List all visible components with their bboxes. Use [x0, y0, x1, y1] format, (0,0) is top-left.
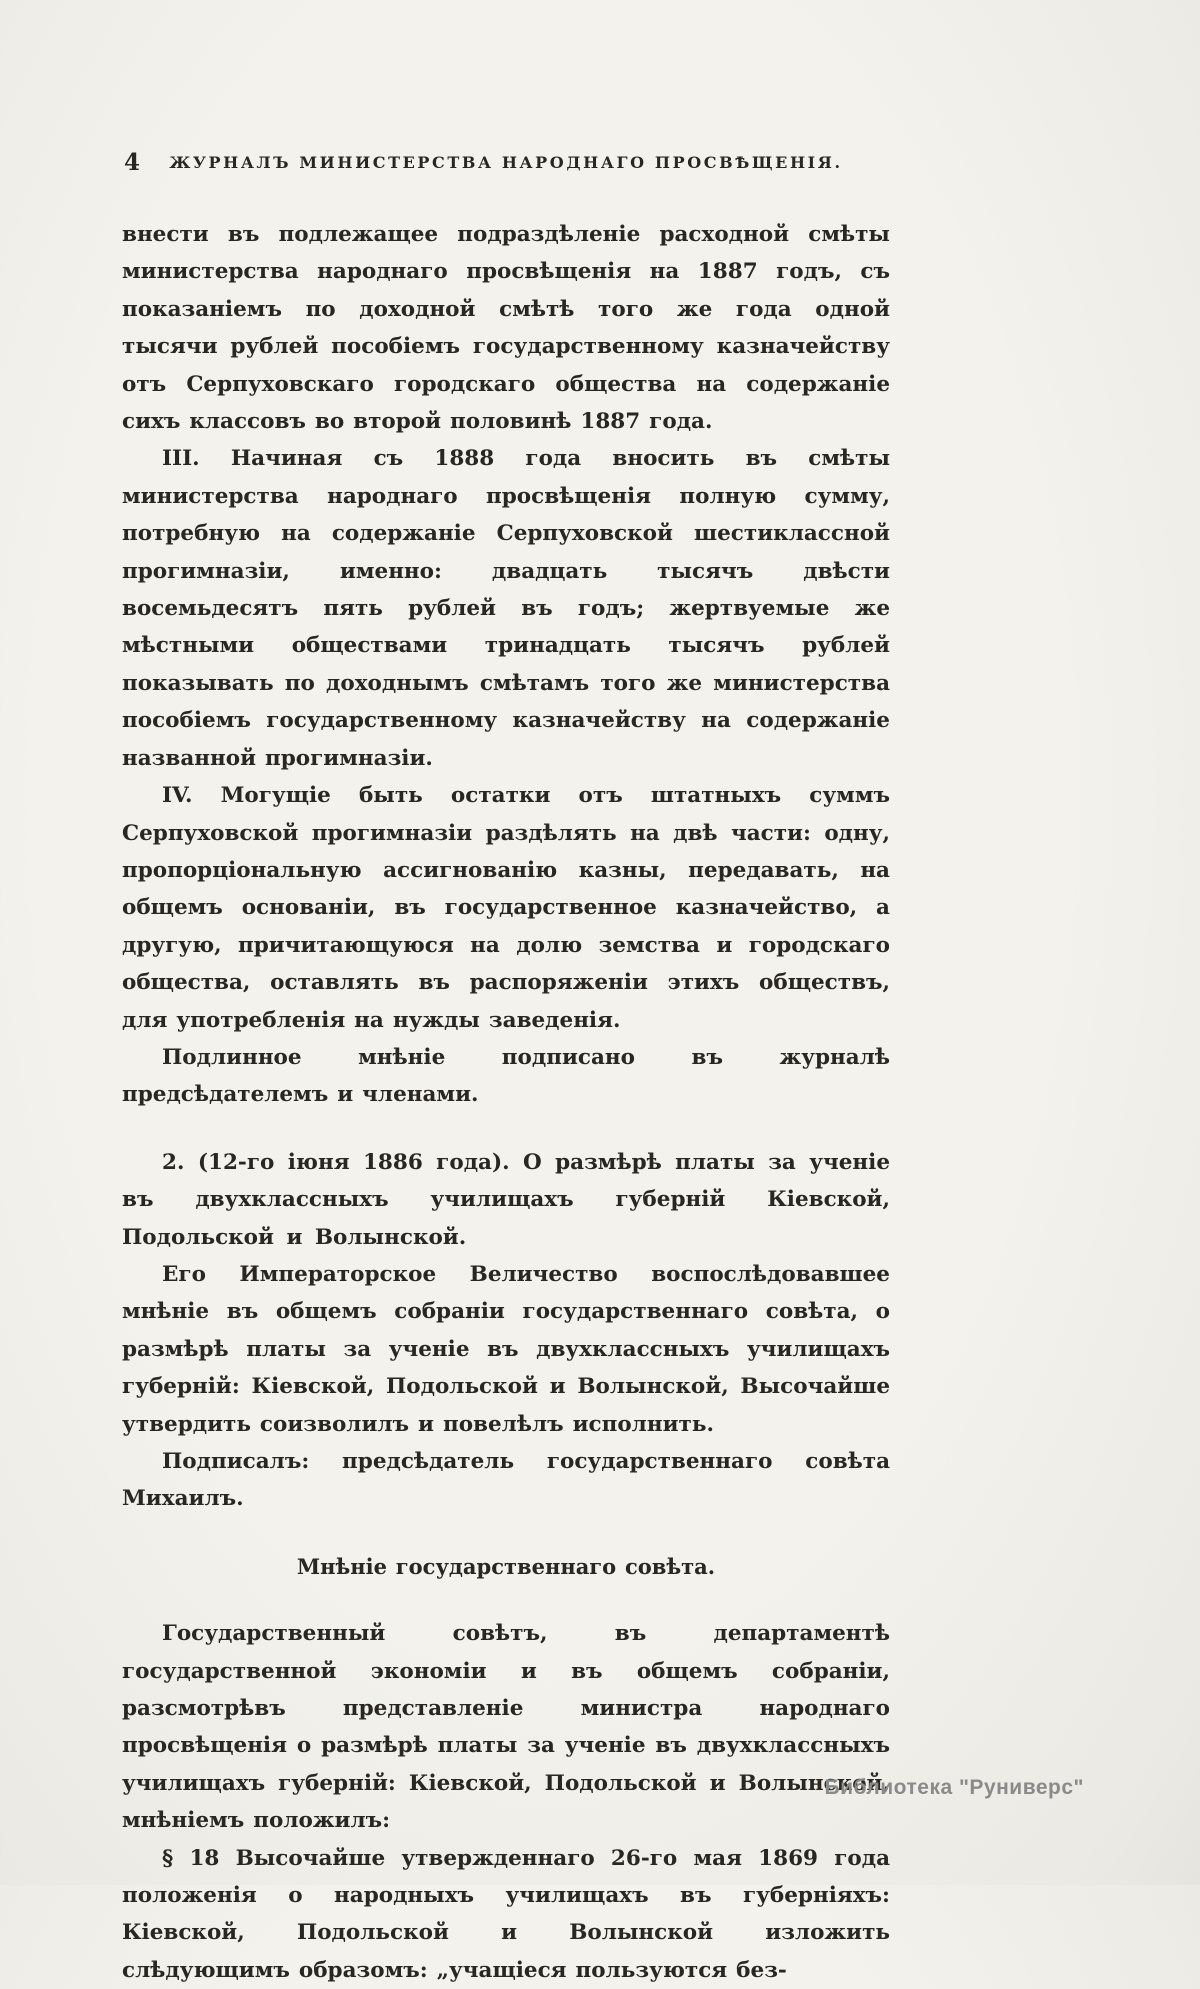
paragraph-imperial-decision: Его Императорское Величество воспослѣдовавшее мнѣніе въ общемъ собраніи государственнаго совѣта, о размѣрѣ платы за ученіе въ двухклассныхъ училищахъ губерній: Кіевской, Подольской и Волынской, Высочайше утвердить соизволилъ и повелѣлъ исполнить.: [122, 1261, 890, 1437]
paragraph-signature-note: Подлинное мнѣніе подписано въ журналѣ предсѣдателемъ и членами.: [122, 1044, 890, 1108]
paragraph-council-opinion: Государственный совѣтъ, въ департаментѣ государственной экономіи и въ общемъ собраніи, разсмотрѣвъ представленіе министра народнаго просвѣщенія о размѣрѣ платы за ученіе въ двухклассныхъ училищахъ губерній: Кіевской, Подольской и Волынской, мнѣніемъ положилъ:: [122, 1621, 890, 1834]
page-number: 4: [124, 149, 142, 176]
page-header: [122, 148, 890, 176]
paragraph-statute-amendment: § 18 Высочайше утвержденнаго 26-го мая 1869 года положенія о народныхъ училищахъ въ губерніяхъ: Кіевской, Подольской и Волынской изложить слѣдующимъ образомъ: „учащіеся пользуются без-: [122, 1845, 890, 1983]
paragraph-item-3: III. Начиная съ 1888 года вносить въ смѣты министерства народнаго просвѣщенія полную сумму, потребную на содержаніе Серпуховской шестиклассной прогимназіи, именно: двадцать тысячъ двѣсти восемьдесятъ пять рублей въ годъ; жертвуемые же мѣстными обществами тринадцать тысячъ рублей показывать по доходнымъ смѣтамъ того же министерства пособіемъ государственному казначейству на содержаніе названной прогимназіи.: [122, 446, 890, 771]
paragraph-continuation: внести въ подлежащее подраздѣленіе расходной смѣты министерства народнаго просвѣщенія на 1887 годъ, съ показаніемъ по доходной смѣтѣ того же года одной тысячи рублей пособіемъ государственному казначейству отъ Серпуховскаго городскаго общества на содержаніе сихъ классовъ во второй половинѣ 1887 года.: [122, 222, 890, 435]
article-heading: 2. (12-го іюня 1886 года). О размѣрѣ платы за ученіе въ двухклассныхъ училищахъ губерній Кіевской, Подольской и Волынской.: [122, 1149, 890, 1250]
paragraph-signed-by: Подписалъ: предсѣдатель государственнаго совѣта Михаилъ.: [122, 1449, 890, 1512]
journal-running-title: ЖУРНАЛЪ МИНИСТЕРСТВА НАРОДНАГО ПРОСВѢЩЕНІЯ.: [169, 153, 843, 172]
text-block: [122, 216, 890, 1989]
paragraph-item-4: IV. Могущіе быть остатки отъ штатныхъ суммъ Серпуховской прогимназіи раздѣлять на двѣ части: одну, пропорціональную ассигнованію казны, передавать, на общемъ основаніи, въ государственное казначейство, а другую, причитающуюся на долю земства и городскаго общества, оставлять въ распоряженіи этихъ обществъ, для употребленія на нужды заведенія.: [122, 783, 890, 1033]
section-heading: Мнѣніе государственнаго совѣта.: [296, 1553, 716, 1579]
page-content: [122, 148, 890, 1989]
library-watermark: Библиотека "Руниверс": [824, 1776, 1084, 1799]
